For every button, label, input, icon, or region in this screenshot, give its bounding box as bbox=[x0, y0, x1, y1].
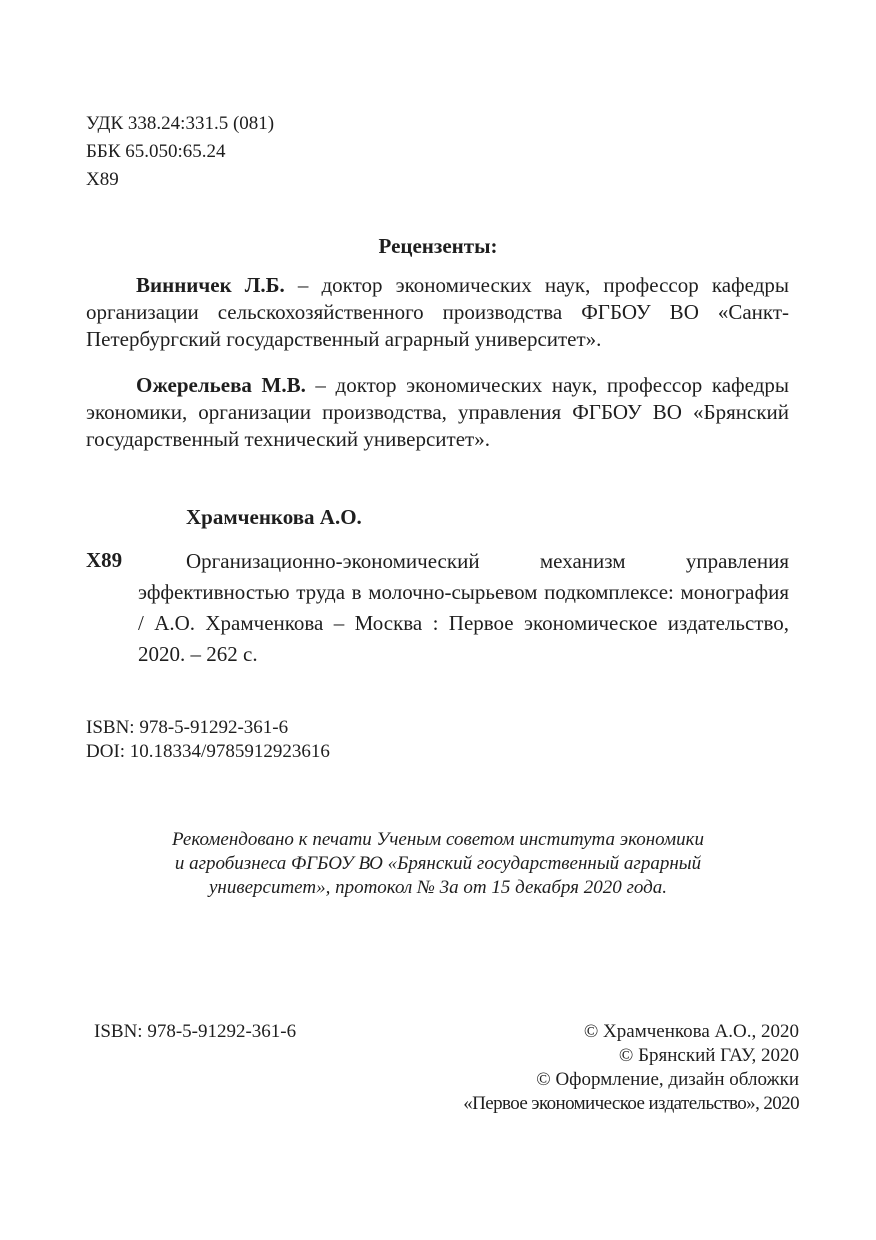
classification-block bbox=[86, 110, 274, 194]
reviewer-credentials: – доктор экономических наук, профессор кафедры организации сельскохозяйственного производства ФГБОУ ВО «Санкт-Петербургский государственный аграрный университет». bbox=[86, 273, 789, 351]
identifiers-block bbox=[86, 716, 330, 764]
bbk-code: ББК 65.050:65.24 bbox=[86, 141, 226, 162]
reviewer-name: Ожерельева М.В. bbox=[136, 373, 306, 397]
copyright-line: © Храмченкова А.О., 2020 bbox=[583, 1021, 799, 1042]
copyright-line: «Первое экономическое издательство», 2020 bbox=[463, 1093, 799, 1114]
copyright-line: © Оформление, дизайн обложки bbox=[536, 1069, 799, 1090]
reviewer-credentials: – доктор экономических наук, профессор кафедры экономики, организации производства, управления ФГБОУ ВО «Брянский государственный технический университет». bbox=[86, 373, 789, 451]
publication-recommendation bbox=[0, 828, 876, 900]
book-author-sign: Х89 bbox=[86, 548, 123, 572]
udk-code: УДК 338.24:331.5 (081) bbox=[86, 113, 275, 134]
isbn-text: ISBN: 978-5-91292-361-6 bbox=[86, 717, 289, 738]
reviewer-entry bbox=[86, 272, 789, 353]
recommendation-line: Рекомендовано к печати Ученым советом института экономики bbox=[172, 829, 704, 850]
author-sign: Х89 bbox=[86, 169, 119, 190]
recommendation-line: университет», протокол № 3а от 15 декабря 2020 года. bbox=[208, 877, 668, 898]
book-description: Организационно-экономический механизм управления эффективностью труда в молочно-сырьевом подкомплексе: монография / А.О. Храмченкова – Москва : Первое экономическое издательство, 2020. – 262 с. bbox=[138, 549, 789, 666]
book-author: Храмченкова А.О. bbox=[186, 505, 362, 529]
doi-text: DOI: 10.18334/9785912923616 bbox=[86, 741, 330, 762]
recommendation-line: и агробизнеса ФГБОУ ВО «Брянский государственный аграрный bbox=[174, 853, 702, 874]
copyright-block bbox=[463, 1020, 799, 1116]
reviewer-name: Винничек Л.Б. bbox=[136, 273, 285, 297]
reviewers-title: Рецензенты: bbox=[378, 234, 498, 258]
reviewer-entry bbox=[86, 372, 789, 453]
copyright-line: © Брянский ГАУ, 2020 bbox=[618, 1045, 799, 1066]
footer-isbn: ISBN: 978-5-91292-361-6 bbox=[94, 1021, 297, 1042]
